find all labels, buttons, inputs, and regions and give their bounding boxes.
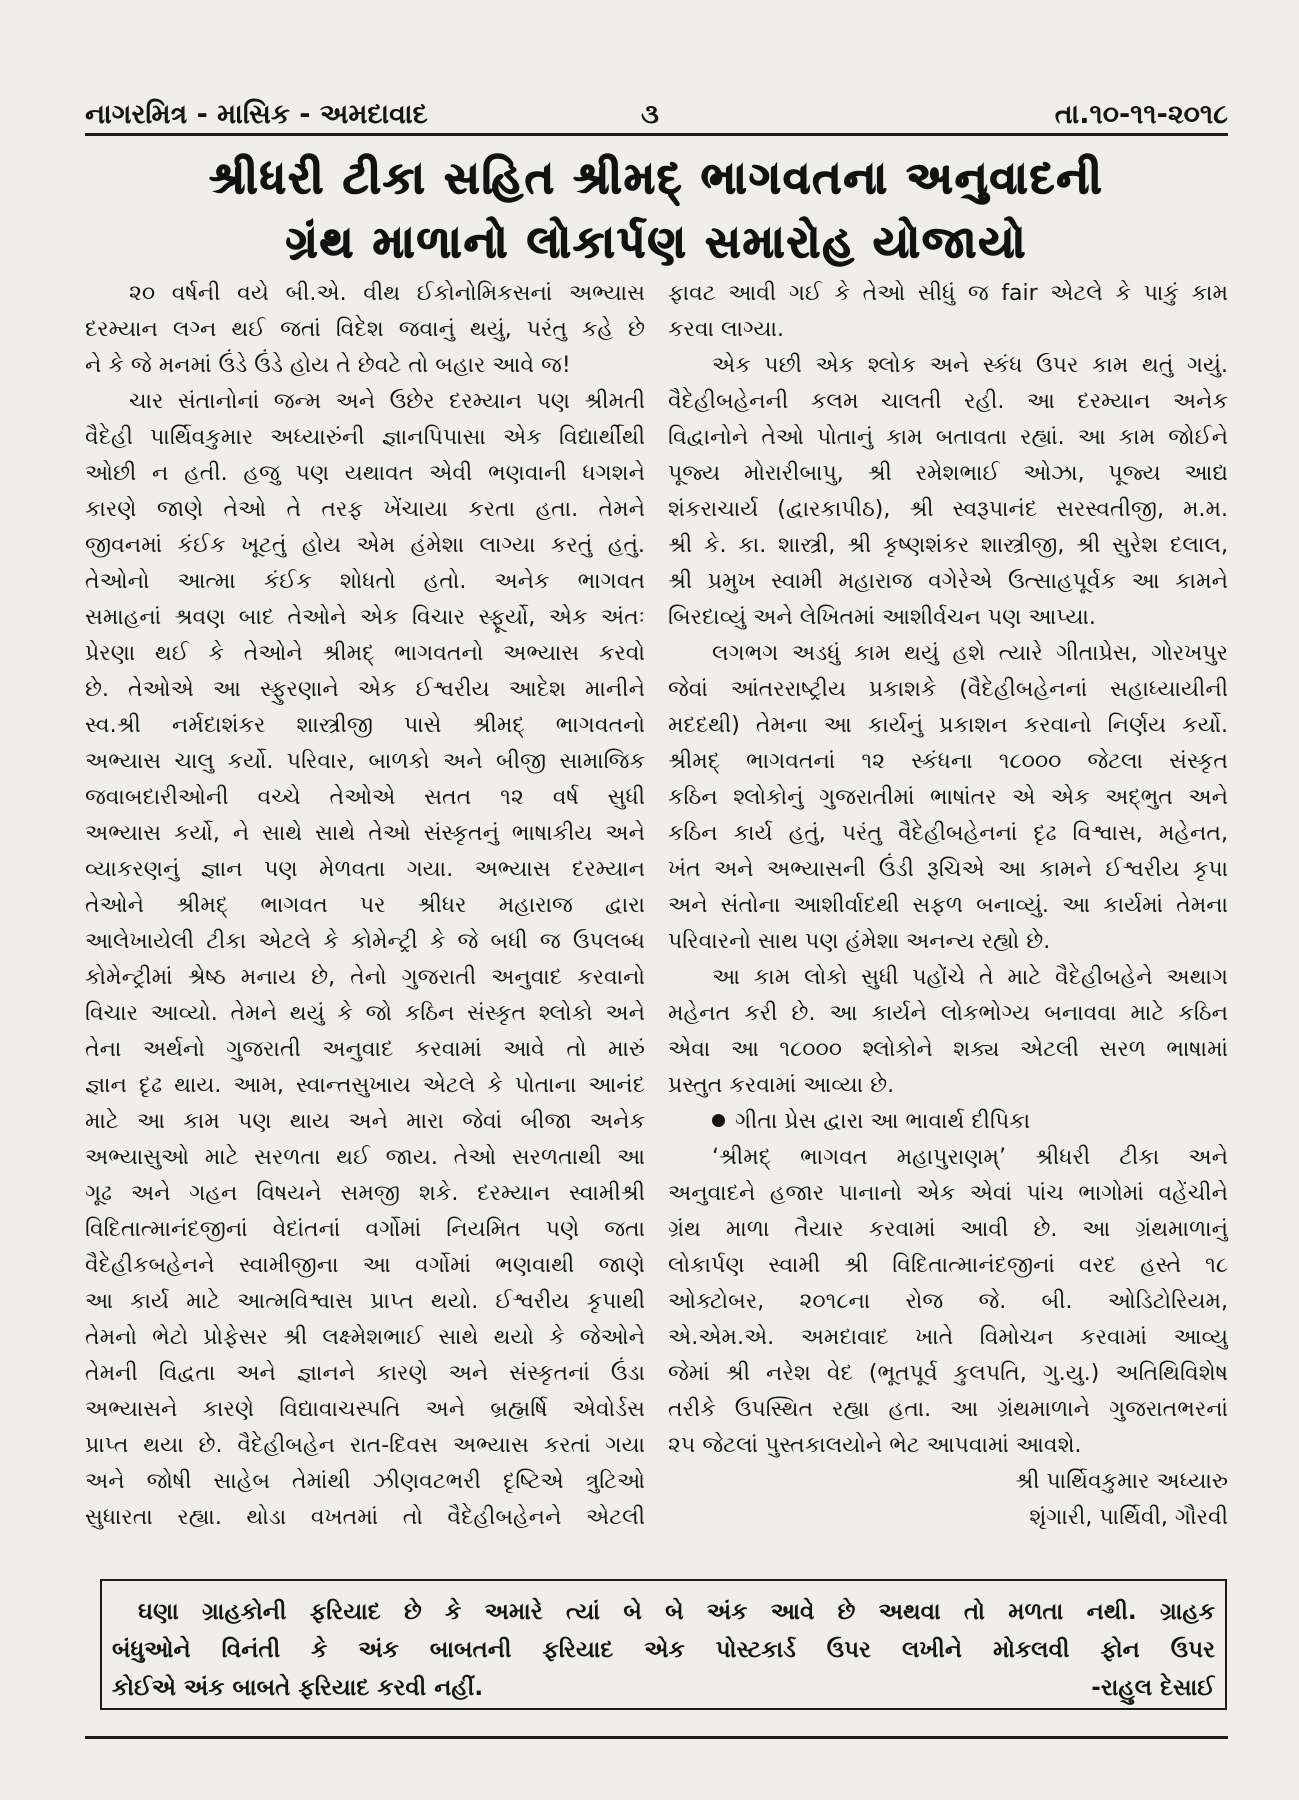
text-line: વૈદેહી પાર્થિવકુમાર અધ્યારુંની જ્ઞાનપિપાસા એક વિદ્યાર્થીથી xyxy=(85,425,645,450)
text-line: એક પછી એક શ્લોક અને સ્કંધ ઉપર કામ થતું ગયું. xyxy=(712,353,1228,378)
text-line: લગભગ અડધું કામ થયું હશે ત્યારે ગીતાપ્રેસ, ગોરખપુર xyxy=(712,641,1228,666)
text-line: મહેનત કરી છે. આ કાર્યને લોકભોગ્ય બનાવવા માટે કઠિન xyxy=(668,1001,1228,1026)
text-line: વિદ્વાનોને તેઓ પોતાનું કામ બતાવતા રહ્યાં. આ કામ જોઈને xyxy=(668,425,1228,450)
text-line: અભ્યાસને કારણે વિદ્યાવાચસ્પતિ અને બ્રહ્મર્ષિ એવોર્ડસ xyxy=(85,1397,645,1422)
notice-last-row xyxy=(112,1669,1215,1707)
text-line: અને સંતોના આશીર્વાદથી સફળ બનાવ્યું. આ કાર્યમાં તેમના xyxy=(668,893,1228,918)
footer-rule xyxy=(85,1736,1228,1739)
text-line: ને કે જે મનમાં ઉંડે ઉંડે હોય તે છેવટે તો બહાર આવે જ! xyxy=(85,353,571,378)
text-line: ચાર સંતાનોનાં જન્મ અને ઉછેર દરમ્યાન પણ શ્રીમતી xyxy=(129,389,645,414)
text-line: લોકાર્પણ સ્વામી શ્રી વિદિતાત્માનંદજીનાં વરદ હસ્તે ૧૮ xyxy=(668,1253,1228,1278)
bullet-icon xyxy=(712,1114,725,1127)
text-line: શંકરાચાર્ય (દ્વારકાપીઠ), શ્રી સ્વરૂપાનંદ સરસ્વતીજી, મ.મ. xyxy=(668,497,1228,522)
text-line: આલેખાયેલી ટીકા એટલે કે કોમેન્ટ્રી કે જે બધી જ ઉપલબ્ધ xyxy=(85,929,645,954)
paragraph xyxy=(668,276,1228,348)
paragraph xyxy=(85,384,645,1536)
notice-box xyxy=(100,1579,1227,1710)
text-line: ગૂઢ અને ગહન વિષયને સમજી શકે. દરમ્યાન સ્વામીશ્રી xyxy=(85,1181,645,1206)
text-line: શ્રીમદ્ ભાગવતનાં ૧૨ સ્કંધના ૧૮૦૦૦ જેટલા સંસ્કૃત xyxy=(668,749,1228,774)
text-line: છે. તેઓએ આ સ્ફુરણાને એક ઈશ્વરીય આદેશ માનીને xyxy=(85,677,645,702)
text-line: એ.એમ.એ. અમદાવાદ ખાતે વિમોચન કરવામાં આવ્યુ xyxy=(668,1325,1228,1350)
text-line: જીવનમાં કંઈક ખૂટતું હોય એમ હંમેશા લાગ્યા કરતું હતું. xyxy=(85,533,645,558)
header-rule xyxy=(85,133,1228,136)
author-name: શ્રી પાર્થિવકુમાર અધ્યારુ xyxy=(1015,1469,1228,1494)
text-line: ફાવટ આવી ગઈ કે તેઓ સીધું જ fair એટલે કે પાકું કામ xyxy=(668,281,1228,306)
text-line: ગ્રંથ માળા તૈયાર કરવામાં આવી છે. આ ગ્રંથમાળાનું xyxy=(668,1217,1228,1242)
text-line: તેઓનો આત્મા કંઈક શોધતો હતો. અનેક ભાગવત xyxy=(85,569,645,594)
text-line: પ્રસ્તુત કરવામાં આવ્યા છે. xyxy=(668,1073,895,1098)
text-line: વિચાર આવ્યો. તેમને થયું કે જો કઠિન સંસ્કૃત શ્લોકો અને xyxy=(85,1001,645,1026)
text-line: ઓક્ટોબર, ૨૦૧૮ના રોજ જે. બી. ઓડિટોરિયમ, xyxy=(668,1289,1228,1314)
subheading-text: ગીતા પ્રેસ દ્વારા આ ભાવાર્થ દીપિકા xyxy=(735,1109,1031,1134)
paragraph xyxy=(668,1140,1228,1464)
text-line: જેવાં આંતરરાષ્ટ્રીય પ્રકાશકે (વૈદેહીબહેનનાં સહાધ્યાયીની xyxy=(668,677,1228,702)
text-line: ૨૫ જેટલાં પુસ્તકાલયોને ભેટ આપવામાં આવશે. xyxy=(668,1433,1082,1458)
text-line: પ્રેરણા થઈ કે તેઓને શ્રીમદ્ ભાગવતનો અભ્યાસ કરવો xyxy=(85,641,645,666)
text-line: પ્રાપ્ત થયા છે. વૈદેહીબહેન રાત-દિવસ અભ્યાસ કરતાં ગયા xyxy=(85,1433,645,1458)
text-line: કારણે જાણે તેઓ તે તરફ ખેંચાયા કરતા હતા. તેમને xyxy=(85,497,645,522)
text-line: અભ્યાસુઓ માટે સરળતા થઈ જાય. તેઓ સરળતાથી આ xyxy=(85,1145,645,1170)
text-line: આ કામ લોકો સુધી પહોંચે તે માટે વૈદેહીબહેને અથાગ xyxy=(712,965,1228,990)
notice-body xyxy=(112,1593,1215,1707)
text-line: એવા આ ૧૮૦૦૦ શ્લોકોને શક્ય એટલી સરળ ભાષામાં xyxy=(668,1037,1228,1062)
text-line: કઠિન શ્લોકોનું ગુજરાતીમાં ભાષાંતર એ એક અદ્ભુત અને xyxy=(668,785,1228,810)
paragraph xyxy=(85,276,645,384)
text-line: બિરદાવ્યું અને લેખિતમાં આશીર્વચન પણ આપ્યા. xyxy=(668,605,1096,630)
notice-author: -રાહુલ દેસાઈ xyxy=(1091,1675,1215,1701)
text-line: માટે આ કામ પણ થાય અને મારા જેવાં બીજા અનેક xyxy=(85,1109,645,1134)
headline-line-2: ગ્રંથ માળાનો લોકાર્પણ સમારોહ યોજાયો xyxy=(285,217,1028,268)
text-line: શ્રી કે. કા. શાસ્ત્રી, શ્રી કૃષ્ણશંકર શાસ્ત્રીજી, શ્રી સુરેશ દલાલ, xyxy=(668,533,1228,558)
text-line: જેમાં શ્રી નરેશ વેદ (ભૂતપૂર્વ કુલપતિ, ગુ.યુ.) અતિથિવિશેષ xyxy=(668,1361,1228,1386)
text-line: ખંત અને અભ્યાસની ઉંડી રૂચિએ આ કામને ઈશ્વરીય કૃપા xyxy=(668,857,1228,882)
paragraph xyxy=(668,636,1228,960)
text-line: તેમની વિદ્વતા અને જ્ઞાનને કારણે અને સંસ્કૃતનાં ઉંડા xyxy=(85,1361,645,1386)
text-line: વૈદેહીબહેનની કલમ ચાલતી રહી. આ દરમ્યાન અનેક xyxy=(668,389,1228,414)
text-line: જ્ઞાન દૃઢ થાય. આમ, સ્વાન્તસુખાય એટલે કે પોતાના આનંદ xyxy=(85,1073,645,1098)
text-line: વિદિતાત્માનંદજીનાં વેદાંતનાં વર્ગોમાં નિયમિત પણે જતા xyxy=(85,1217,645,1242)
subheading xyxy=(668,1104,1228,1140)
text-line: સ્વ.શ્રી નર્મદાશંકર શાસ્ત્રીજી પાસે શ્રીમદ્ ભાગવતનો xyxy=(85,713,645,738)
text-line: કરવા લાગ્યા. xyxy=(668,317,784,342)
page-number: ૩ xyxy=(641,99,659,130)
text-line: વ્યાકરણનું જ્ઞાન પણ મેળવતા ગયા. અભ્યાસ દરમ્યાન xyxy=(85,857,645,882)
text-line: શ્રી પ્રમુખ સ્વામી મહારાજ વગેરેએ ઉત્સાહપૂર્વક આ કામને xyxy=(668,569,1228,594)
text-line: તેઓને શ્રીમદ્ ભાગવત પર શ્રીધર મહારાજ દ્વારા xyxy=(85,893,645,918)
text-line: અનુવાદને હજાર પાનાનો એક એવાં પાંચ ભાગોમાં વહેંચીને xyxy=(668,1181,1228,1206)
text-line: સુધારતા રહ્યા. થોડા વખતમાં તો વૈદેહીબહેનને એટલી xyxy=(85,1505,645,1530)
page-header xyxy=(85,98,1228,132)
publication-name: નાગરમિત્ર - માસિક - અમદાવાદ xyxy=(85,99,428,130)
text-line: જવાબદારીઓની વચ્ચે તેઓએ સતત ૧૨ વર્ષ સુધી xyxy=(85,785,645,810)
text-line: તેના અર્થનો ગુજરાતી અનુવાદ કરવામાં આવે તો મારું xyxy=(85,1037,645,1062)
author-family: શૃંગારી, પાર્થિવી, ગૌરવી xyxy=(1029,1505,1228,1530)
text-line: ‘શ્રીમદ્ ભાગવત મહાપુરાણમ્’ શ્રીધરી ટીકા અને xyxy=(712,1145,1228,1170)
text-line: ૨૦ વર્ષની વયે બી.એ. વીથ ઈકોનોમિકસનાં અભ્યાસ xyxy=(129,281,645,306)
text-line: અભ્યાસ કર્યો, ને સાથે સાથે તેઓ સંસ્કૃતનું ભાષાકીય અને xyxy=(85,821,645,846)
notice-line: બંધુઓને વિનંતી કે અંક બાબતની ફરિયાદ એક પોસ્ટકાર્ડ ઉપર લખીને મોકલવી ફોન ઉપર xyxy=(112,1637,1215,1663)
headline-line-1: શ્રીધરી ટીકા સહિત શ્રીમદ્ ભાગવતના અનુવાદની xyxy=(209,153,1104,204)
issue-date: તા.૧૦-૧૧-૨૦૧૮ xyxy=(1054,99,1228,130)
text-line: પૂજ્ય મોરારીબાપુ, શ્રી રમેશભાઈ ઓઝા, પૂજ્ય આદ્ય xyxy=(668,461,1228,486)
paragraph xyxy=(668,960,1228,1104)
text-line: તરીકે ઉપસ્થિત રહ્યા હતા. આ ગ્રંથમાળાને ગુજરાતભરનાં xyxy=(668,1397,1228,1422)
text-line: પરિવારનો સાથ પણ હંમેશા અનન્ય રહ્યો છે. xyxy=(668,929,1051,954)
text-line: આ કાર્ય માટે આત્મવિશ્વાસ પ્રાપ્ત થયો. ઈશ્વરીય કૃપાથી xyxy=(85,1289,645,1314)
text-line: તેમનો ભેટો પ્રોફેસર શ્રી લક્ષ્મેશભાઈ સાથે થયો કે જેઓને xyxy=(85,1325,645,1350)
text-line: મદદથી) તેમના આ કાર્યનું પ્રકાશન કરવાનો નિર્ણય કર્યો. xyxy=(668,713,1228,738)
notice-line: ઘણા ગ્રાહકોની ફરિયાદ છે કે અમારે ત્યાં બે બે અંક આવે છે અથવા તો મળતા નથી. ગ્રાહક xyxy=(138,1599,1215,1625)
paragraph xyxy=(668,348,1228,636)
article-left-column xyxy=(85,276,645,1538)
article-right-column xyxy=(668,276,1228,1538)
text-line: સમાહનાં શ્રવણ બાદ તેઓને એક વિચાર સ્ફૂર્યો, એક અંતઃ xyxy=(85,605,645,630)
text-line: કોમેન્ટ્રીમાં શ્રેષ્ઠ મનાય છે, તેનો ગુજરાતી અનુવાદ કરવાનો xyxy=(85,965,645,990)
notice-line: કોઈએ અંક બાબતે ફરિયાદ કરવી નહીં. xyxy=(112,1675,484,1701)
text-line: અને જોષી સાહેબ તેમાંથી ઝીણવટભરી દૃષ્ટિએ ત્રુટિઓ xyxy=(85,1469,645,1494)
text-line: કઠિન કાર્ય હતું, પરંતુ વૈદેહીબહેનનાં દૃઢ વિશ્વાસ, મહેનત, xyxy=(668,821,1228,846)
text-line: ઓછી ન હતી. હજુ પણ યથાવત એવી ભણવાની ધગશને xyxy=(85,461,645,486)
text-line: વૈદેહીકબહેનને સ્વામીજીના આ વર્ગોમાં ભણવાથી જાણે xyxy=(85,1253,645,1278)
text-line: દરમ્યાન લગ્ન થઈ જતાં વિદેશ જવાનું થયું, પરંતુ કહે છે xyxy=(85,317,645,342)
text-line: અભ્યાસ ચાલુ કર્યો. પરિવાર, બાળકો અને બીજી સામાજિક xyxy=(85,749,645,774)
